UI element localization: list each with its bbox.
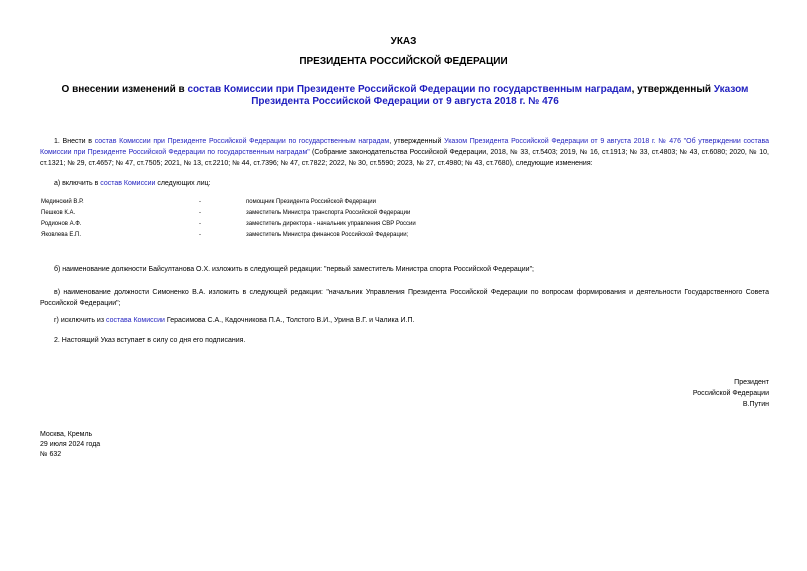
paragraph-1 bbox=[40, 136, 769, 169]
paragraph-text: г) исключить из bbox=[54, 317, 106, 324]
paragraph-text: 1. Внести в bbox=[54, 138, 95, 145]
paragraph-v: в) наименование должности Симоненко В.А. изложить в следующей редакции: "начальник Управления Президента Российской Федерации по вопросам формирования и деятельности Государственного Совета Российской Федерации"; bbox=[40, 289, 769, 307]
table-row bbox=[41, 232, 546, 243]
signature-block bbox=[693, 377, 769, 410]
paragraph-b: б) наименование должности Байсултанова О.Х. изложить в следующей редакции: "первый заместитель Министра спорта Российской Федерации"; bbox=[54, 266, 535, 273]
paragraph-text: (Собрание законодательства Российской Федерации, 2018, № 33, ст.5403; 2019, № 16, ст.1913; № 33, ст.4803; № 43, ст.6080; 2020, № 10, ст.1321; № 29, ст.4657; № 47, ст.7505; 2021, № 13, ст.2210; № 44, ст.7396; № 47, ст.7822; 2022, № 30, ст.5590; 2023, № 27, ст.4980; № 43, ст.7680), следующие изменения: bbox=[40, 149, 769, 167]
link-commission[interactable]: состав Комиссии bbox=[100, 180, 156, 187]
decree-heading: УКАЗ bbox=[390, 36, 417, 47]
place-city: Москва, Кремль bbox=[40, 431, 93, 438]
paragraph-g bbox=[54, 317, 415, 324]
title-text: , утвержденный bbox=[631, 84, 714, 95]
title-link-decree[interactable]: Указом Президента Российской Федерации от 9 августа 2018 г. № 476 bbox=[251, 84, 749, 107]
decree-date: 29 июля 2024 года bbox=[40, 441, 101, 448]
link-decree-476[interactable]: Указом Президента Российской Федерации от 9 августа 2018 г. № 476 "Об утверждении состава Комиссии при Президенте Российской Федерации по государственным наградам" bbox=[40, 138, 769, 156]
paragraph-a bbox=[54, 180, 211, 187]
place-date-block bbox=[40, 430, 100, 460]
member-position: заместитель директора - начальник управления СВР России bbox=[246, 221, 416, 227]
title-text: О внесении изменений в bbox=[61, 84, 188, 95]
member-dash: - bbox=[199, 232, 201, 238]
member-position: заместитель Министра транспорта Российской Федерации bbox=[246, 210, 411, 216]
table-row bbox=[41, 210, 546, 221]
member-position: заместитель Министра финансов Российской Федерации; bbox=[246, 232, 409, 238]
title-link-commission[interactable]: состав Комиссии при Президенте Российской Федерации по государственным наградам bbox=[187, 84, 632, 95]
issuer-heading: ПРЕЗИДЕНТА РОССИЙСКОЙ ФЕДЕРАЦИИ bbox=[299, 56, 508, 67]
paragraph-text: следующих лиц: bbox=[155, 180, 211, 187]
link-commission-composition[interactable]: состав Комиссии при Президенте Российской Федерации по государственным наградам bbox=[94, 138, 390, 145]
member-dash: - bbox=[199, 199, 201, 205]
link-commission-exclude[interactable]: состава Комиссии bbox=[105, 317, 165, 324]
paragraph-text: , утвержденный bbox=[389, 138, 445, 145]
member-name: Яковлева Е.П. bbox=[41, 232, 82, 238]
table-row bbox=[41, 199, 546, 210]
signature-title: Президент bbox=[734, 379, 769, 386]
signature-name: В.Путин bbox=[742, 401, 769, 408]
table-row bbox=[41, 221, 546, 232]
member-name: Родионов А.Ф. bbox=[41, 221, 82, 227]
document-title bbox=[40, 84, 770, 108]
member-dash: - bbox=[199, 221, 201, 227]
paragraph-2: 2. Настоящий Указ вступает в силу со дня его подписания. bbox=[54, 337, 246, 344]
paragraph-text: Герасимова С.А., Кадочникова П.А., Толстого В.И., Урина В.Г. и Чалика И.П. bbox=[164, 317, 415, 324]
member-position: помощник Президента Российской Федерации bbox=[246, 199, 376, 205]
signature-country: Российской Федерации bbox=[692, 390, 769, 397]
member-dash: - bbox=[199, 210, 201, 216]
member-name: Пешков К.А. bbox=[41, 210, 76, 216]
member-name: Мединский В.Р. bbox=[41, 199, 84, 205]
members-table bbox=[41, 199, 546, 243]
paragraph-text: а) включить в bbox=[54, 180, 101, 187]
decree-number: № 632 bbox=[40, 451, 62, 458]
